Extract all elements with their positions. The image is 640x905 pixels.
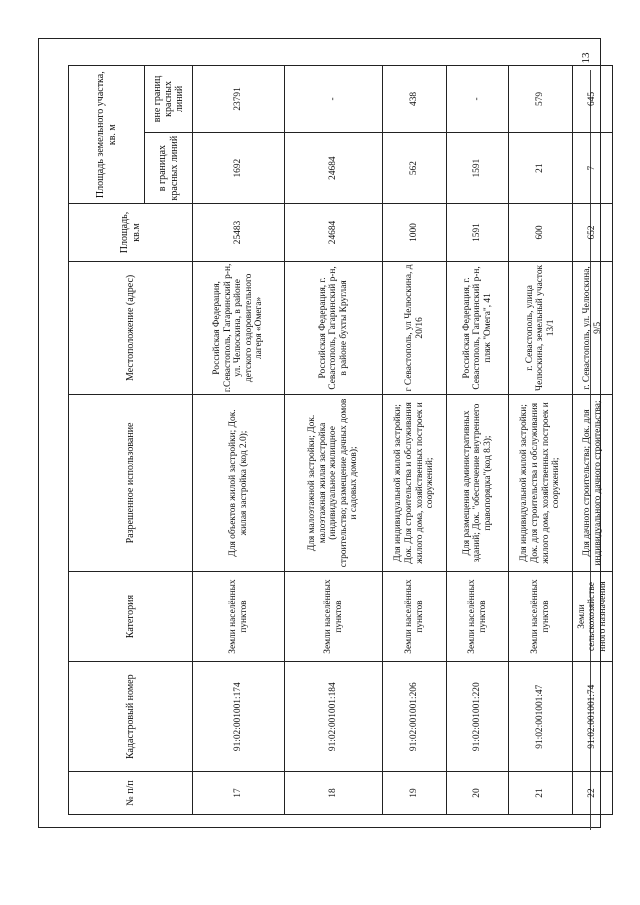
land-category: Земли населённых пунктов xyxy=(447,571,509,662)
location-address: г Севастополь, ул Челюскина, д 20/16 xyxy=(383,261,447,395)
cadastral-number: 91:02:001001:174 xyxy=(193,662,285,772)
row-number: 22 xyxy=(573,772,613,815)
land-category: Земли населённых пунктов xyxy=(285,571,383,662)
permitted-use: Для размещения административных зданий; Док. "обеспечение внутреннего правопорядка"(код 8.3); xyxy=(447,395,509,572)
area-value: 1000 xyxy=(383,204,447,261)
area-outside-red-lines: 23791 xyxy=(193,66,285,133)
area-inside-red-lines: 1692 xyxy=(193,132,285,204)
location-address: Российская Федерация, г. Севастополь, Гагаринский р-н, пляж "Омега", 41 xyxy=(447,261,509,395)
permitted-use: Для малоэтажной застройки; Док. малоэтажная жилая застройка (индивидуальное жилищное строительство; размещение дачных домов и садовых домов); xyxy=(285,395,383,572)
area-value: 652 xyxy=(573,204,613,261)
location-address: Российская Федерация, г.Севастополь, Гагаринский р-н, ул. Челюскина, в районе детского оздоровительного лагеря «Омега» xyxy=(193,261,285,395)
table-row xyxy=(509,66,573,815)
table-row xyxy=(447,66,509,815)
area-value: 24684 xyxy=(285,204,383,261)
area-inside-red-lines: 21 xyxy=(509,132,573,204)
location-address: г. Севастополь, улица Челюскина, земельный участок 13/1 xyxy=(509,261,573,395)
header-permitted-use: Разрешенное использование xyxy=(69,395,193,572)
permitted-use: Для объектов жилой застройки; Док. жилая застройка (код 2.0); xyxy=(193,395,285,572)
row-number: 20 xyxy=(447,772,509,815)
row-number: 17 xyxy=(193,772,285,815)
header-outside-red-lines: вне границ красных линий xyxy=(145,66,193,133)
area-value: 600 xyxy=(509,204,573,261)
area-outside-red-lines: 438 xyxy=(383,66,447,133)
header-num: № п/п xyxy=(69,772,193,815)
table-row xyxy=(573,66,613,815)
table-row xyxy=(383,66,447,815)
area-inside-red-lines: 1591 xyxy=(447,132,509,204)
header-category: Категория xyxy=(69,571,193,662)
header-area: Площадь, кв.м xyxy=(69,204,193,261)
land-category: Земли населённых пунктов xyxy=(509,571,573,662)
land-category: Земли сельскохозяйстве нного назначения xyxy=(573,571,613,662)
permitted-use: Для индивидуальной жилой застройки; Док. для строительства и обслуживания жилого дома, хозяйственных построек и сооружений; xyxy=(509,395,573,572)
cadastral-number: 91:02:001001:47 xyxy=(509,662,573,772)
cadastral-number: 91:02:001001:184 xyxy=(285,662,383,772)
area-outside-red-lines: 579 xyxy=(509,66,573,133)
land-plots-table xyxy=(68,65,613,815)
rotated-table-container xyxy=(68,65,608,815)
permitted-use: Для индивидуальной жилой застройки; Док. Для строительства и обслуживания жилого дома, хозяйственных построек и сооружений; xyxy=(383,395,447,572)
table-body xyxy=(193,66,613,815)
header-inside-red-lines: в границах красных линий xyxy=(145,132,193,204)
header-land-area: Площадь земельного участка, кв. м xyxy=(69,66,145,204)
header-cadastral: Кадастровый номер xyxy=(69,662,193,772)
area-inside-red-lines: 24684 xyxy=(285,132,383,204)
location-address: г. Севастополь, ул. Челюскина, 9/5 xyxy=(573,261,613,395)
area-outside-red-lines: - xyxy=(447,66,509,133)
page-number: 13 xyxy=(580,52,592,64)
cadastral-number: 91:02:001001:220 xyxy=(447,662,509,772)
location-address: Российская Федерация, г. Севастополь, Гагаринский р-н, в районе бухты Круглая xyxy=(285,261,383,395)
area-value: 1591 xyxy=(447,204,509,261)
cadastral-number: 91:02:001001:74 xyxy=(573,662,613,772)
land-category: Земли населённых пунктов xyxy=(383,571,447,662)
row-number: 19 xyxy=(383,772,447,815)
permitted-use: Для дачного строительства; Док. для индивидуального дачного строительства; xyxy=(573,395,613,572)
area-outside-red-lines: 645 xyxy=(573,66,613,133)
header-location: Местоположение (адрес) xyxy=(69,261,193,395)
table-row xyxy=(285,66,383,815)
row-number: 18 xyxy=(285,772,383,815)
area-outside-red-lines: - xyxy=(285,66,383,133)
area-inside-red-lines: 562 xyxy=(383,132,447,204)
area-inside-red-lines: 7 xyxy=(573,132,613,204)
cadastral-number: 91:02:001001:206 xyxy=(383,662,447,772)
row-number: 21 xyxy=(509,772,573,815)
land-category: Земли населённых пунктов xyxy=(193,571,285,662)
table-row xyxy=(193,66,285,815)
area-value: 25483 xyxy=(193,204,285,261)
